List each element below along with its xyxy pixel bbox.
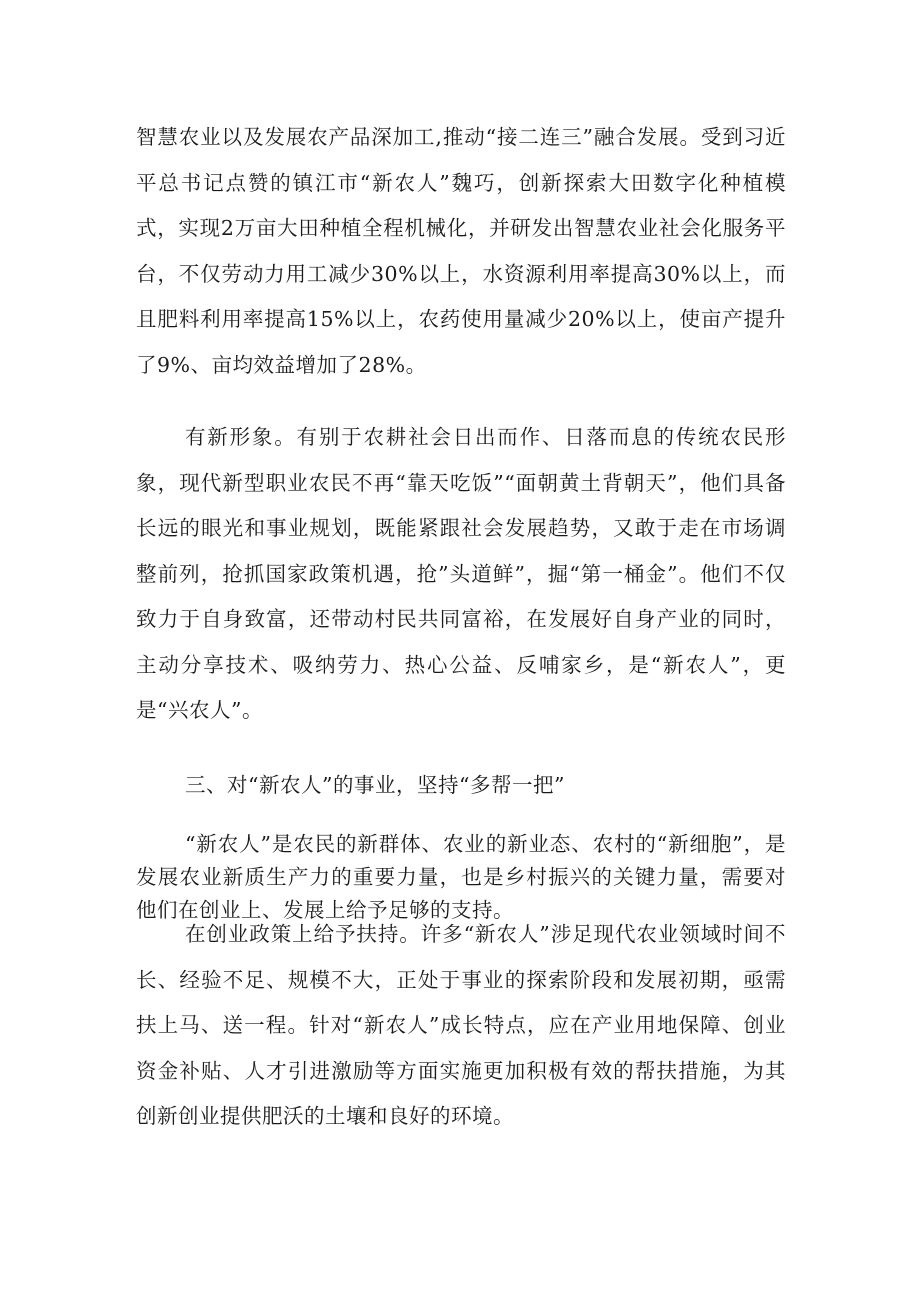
paragraph-policy-support: 在创业政策上给予扶持。许多“新农人”涉足现代农业领域时间不长、经验不足、规模不大，正处于事业的探索阶段和发展初期，亟需扶上马、送一程。针对“新农人”成长特点，应在产业用地保障、创业资金补贴、人才引进激励等方面实施更加积极有效的帮扶措施，为其创新创业提供肥沃的土壤和良好的环境。 xyxy=(136,922,786,1128)
section-heading: 三、对“新农人”的事业，坚持“多帮一把” xyxy=(185,773,565,797)
paragraph-new-farmers-intro: “新农人”是农民的新群体、农业的新业态、农村的“新细胞”，是发展农业新质生产力的重要力量，也是乡村振兴的关键力量，需要对他们在创业上、发展上给予足够的支持。 xyxy=(136,832,786,922)
paragraph-smart-agriculture: 智慧农业以及发展农产品深加工,推动“接二连三”融合发展。受到习近平总书记点赞的镇江市“新农人”魏巧，创新探索大田数字化种植模式，实现2万亩大田种植全程机械化，并研发出智慧农业社会化服务平台，不仅劳动力用工减少30%以上，水资源利用率提高30%以上，而且肥料利用率提高15%以上，农药使用量减少20%以上，使亩产提升了9%、亩均效益增加了28%。 xyxy=(136,125,786,377)
paragraph-new-image: 有新形象。有别于农耕社会日出而作、日落而息的传统农民形象，现代新型职业农民不再“靠天吃饭”“面朝黄土背朝天”，他们具备长远的眼光和事业规划，既能紧跟社会发展趋势，又敢于走在市场调整前列，抢抓国家政策机遇，抢”头道鲜”，掘“第一桶金”。他们不仅致力于自身致富，还带动村民共同富裕，在发展好自身产业的同时，主动分享技术、吸纳劳力、热心公益、反哺家乡，是“新农人”，更是“兴农人”。 xyxy=(136,425,786,722)
